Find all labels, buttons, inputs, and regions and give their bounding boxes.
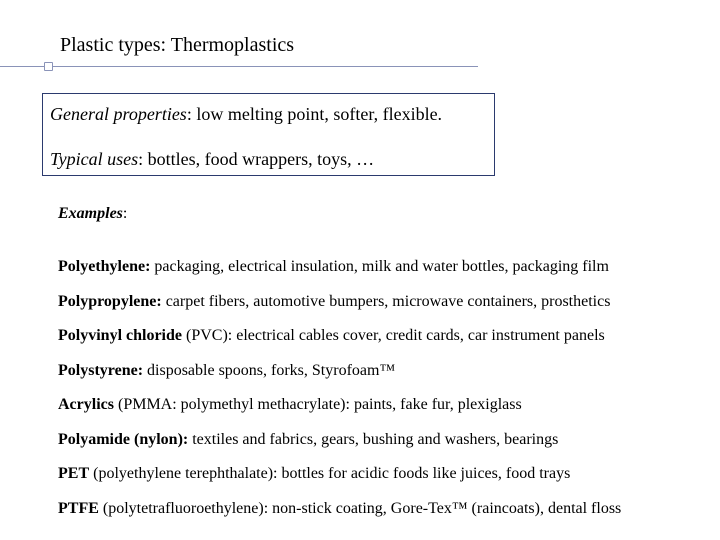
example-plastic-name: Polypropylene: — [58, 292, 162, 310]
example-plastic-uses: packaging, electrical insulation, milk and water bottles, packaging film — [150, 258, 609, 275]
example-plastic-uses: : bottles for acidic foods like juices, food trays — [273, 465, 571, 482]
general-properties-line — [50, 104, 442, 125]
example-plastic-name: PTFE — [58, 499, 99, 517]
title-rule-marker — [44, 62, 53, 71]
example-plastic-uses: : electrical cables cover, credit cards, car instrument panels — [227, 327, 605, 344]
examples-heading-label: Examples — [58, 205, 123, 222]
title-underline — [0, 66, 478, 67]
example-item — [58, 293, 621, 328]
slide-title: Plastic types: Thermoplastics — [60, 34, 295, 56]
typical-uses-label: Typical uses — [50, 149, 139, 169]
example-plastic-name: Polyethylene: — [58, 258, 151, 275]
example-plastic-uses: : non-stick coating, Gore-Tex™ (raincoats), dental floss — [263, 499, 622, 517]
typical-uses-line — [50, 149, 374, 170]
example-plastic-note: (polyethylene terephthalate) — [89, 465, 274, 482]
examples-heading-colon: : — [122, 205, 128, 222]
example-plastic-uses: carpet fibers, automotive bumpers, microwave containers, prosthetics — [161, 292, 611, 310]
example-item — [58, 465, 621, 500]
example-plastic-note: (PVC) — [182, 327, 228, 344]
example-plastic-name: Polystyrene: — [58, 361, 144, 379]
example-plastic-note: (PMMA — [113, 396, 173, 413]
general-properties-text: low melting point, softer, flexible. — [191, 104, 443, 124]
typical-uses-sep: : — [138, 149, 144, 169]
example-plastic-name: Polyamide (nylon): — [58, 430, 189, 448]
example-plastic-uses: disposable spoons, forks, Styrofoam™ — [143, 361, 396, 379]
example-item — [58, 258, 621, 293]
example-plastic-name: Acrylics — [58, 396, 114, 413]
example-item — [58, 362, 621, 397]
general-properties-sep: : — [186, 104, 192, 124]
example-item — [58, 431, 621, 466]
example-plastic-uses: textiles and fabrics, gears, bushing and washers, bearings — [188, 430, 559, 448]
example-item — [58, 327, 621, 362]
examples-heading — [58, 205, 127, 223]
example-plastic-name: Polyvinyl chloride — [58, 327, 182, 344]
example-item — [58, 500, 621, 535]
examples-list — [58, 258, 621, 534]
example-item — [58, 396, 621, 431]
example-plastic-note: (polytetrafluoroethylene) — [98, 499, 264, 517]
general-properties-label: General properties — [50, 104, 187, 124]
example-plastic-uses: : polymethyl methacrylate): paints, fake fur, plexiglass — [172, 396, 522, 413]
example-plastic-name: PET — [58, 465, 90, 482]
typical-uses-text: bottles, food wrappers, toys, … — [143, 149, 375, 169]
